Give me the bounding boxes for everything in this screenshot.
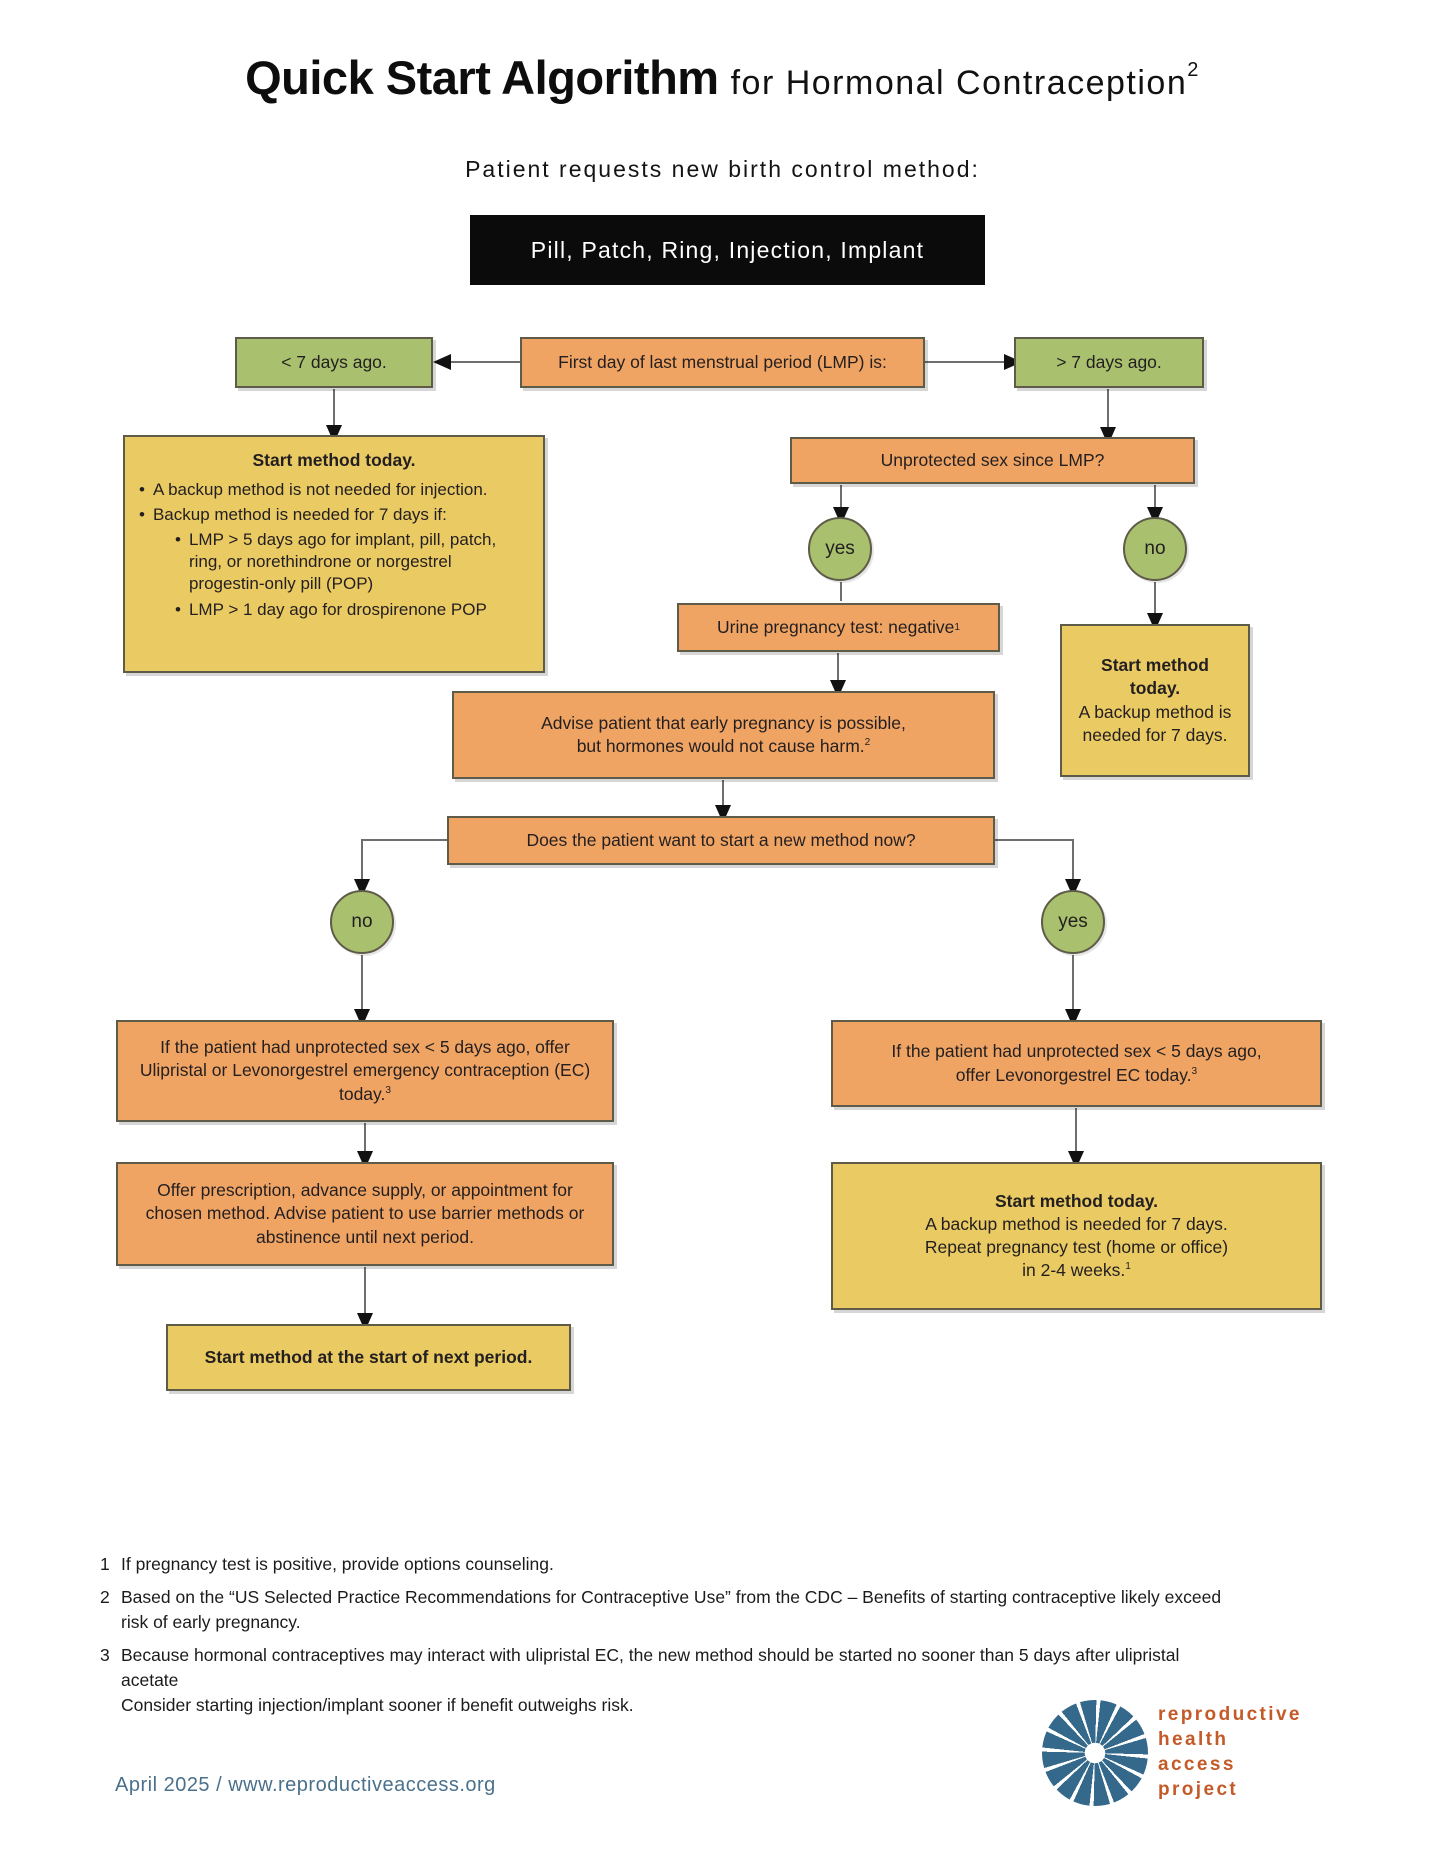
footnote-number: 3 <box>100 1645 110 1665</box>
decision-no-1: no <box>1123 517 1187 581</box>
node-lmp-question: First day of last menstrual period (LMP) is: <box>520 337 925 388</box>
subtitle: Patient requests new birth control method: <box>465 156 980 182</box>
decision-no-2: no <box>330 890 394 954</box>
node-new-method-question: Does the patient want to start a new method now? <box>447 816 995 865</box>
bullet-text: A backup method is not needed for injection. <box>152 480 488 500</box>
node-ec-offer-right <box>831 1020 1322 1107</box>
node-body: A backup method is needed for 7 days. <box>1078 701 1232 745</box>
bullet-text: LMP > 5 days ago for implant, pill, patch, ring, or norethindrone or norgestrel progestin-only pill (POP) <box>188 530 497 594</box>
bullet-text: LMP > 1 day ago for drospirenone POP <box>188 599 487 619</box>
sub-bullet-item <box>139 529 529 595</box>
node-urine-test: Urine pregnancy test: negative 1 <box>677 603 1000 652</box>
sub-bullet-item <box>139 599 529 621</box>
node-line: A backup method is needed for 7 days. <box>925 1213 1228 1234</box>
bullet-icon: • <box>175 530 181 550</box>
footnote-number: 2 <box>100 1587 110 1607</box>
node-line <box>1022 1259 1131 1282</box>
bullet-icon: • <box>139 505 145 525</box>
node-ec-offer-left <box>116 1020 614 1122</box>
node-line: Repeat pregnancy test (home or office) <box>924 1237 1229 1257</box>
node-lmp-less-7-days: < 7 days ago. <box>235 337 433 388</box>
rhap-logo-wordmark <box>1158 1702 1302 1802</box>
bullet-text: Backup method is needed for 7 days if: <box>152 505 447 525</box>
node-methods: Pill, Patch, Ring, Injection, Implant <box>470 215 985 285</box>
node-urine-test-text: Urine pregnancy test: negative <box>716 616 955 637</box>
node-advise-early-pregnancy <box>452 691 995 779</box>
node-line <box>577 735 871 758</box>
bullet-icon: • <box>175 599 181 619</box>
footnote-ref-3: 3 <box>1191 1065 1198 1077</box>
footnote-2 <box>100 1585 1380 1635</box>
node-heading: Start method today. <box>1101 655 1209 699</box>
footer-date-url: April 2025 / www.reproductiveaccess.org <box>115 1774 496 1796</box>
logo-word: reproductive <box>1158 1704 1302 1725</box>
node-start-method-today-small <box>1060 624 1250 777</box>
node-line <box>956 1064 1197 1087</box>
logo-word: health <box>1158 1729 1229 1750</box>
footnote-line: Because hormonal contraceptives may interact with ulipristal EC, the new method should be started no sooner than 5 days after ulipristal acetate <box>121 1645 1180 1690</box>
node-start-method-today-right <box>831 1162 1322 1310</box>
footnote-ref-3: 3 <box>385 1084 391 1096</box>
footnote-1 <box>100 1552 1380 1577</box>
footnote-text: If pregnancy test is positive, provide options counseling. <box>121 1554 554 1574</box>
node-text-body: If the patient had unprotected sex < 5 days ago, offer Ulipristal or Levonorgestrel emergency contraception (EC) today. <box>139 1037 591 1104</box>
decision-yes-1: yes <box>808 517 872 581</box>
node-offer-prescription: Offer prescription, advance supply, or appointment for chosen method. Advise patient to use barrier methods or abstinence until next period. <box>116 1162 614 1266</box>
title-superscript: 2 <box>1187 59 1200 81</box>
bullet-icon: • <box>139 480 145 500</box>
node-line-text: offer Levonorgestrel EC today. <box>955 1064 1192 1085</box>
footnote-line: Consider starting injection/implant sooner if benefit outweighs risk. <box>121 1695 634 1715</box>
node-lmp-more-7-days: > 7 days ago. <box>1014 337 1204 388</box>
footnote-ref-1: 1 <box>1125 1261 1131 1273</box>
bullet-item <box>139 504 529 526</box>
footnotes <box>100 1552 1380 1726</box>
logo-word: project <box>1158 1779 1239 1800</box>
node-unprotected-sex-question: Unprotected sex since LMP? <box>790 437 1195 484</box>
page-title-bold: Quick Start Algorithm <box>245 51 719 104</box>
rhap-pinwheel-logo-icon <box>1042 1700 1148 1806</box>
page-title-regular-text: for Hormonal Contraception <box>730 64 1188 102</box>
node-line-text: in 2-4 weeks. <box>1022 1260 1126 1281</box>
bullet-item <box>139 479 529 501</box>
node-start-next-period: Start method at the start of next period. <box>166 1324 571 1391</box>
node-line: Advise patient that early pregnancy is possible, <box>541 712 906 733</box>
footnote-text: Based on the “US Selected Practice Recommendations for Contraceptive Use” from the CDC – Benefits of starting contraceptive likely exceed risk of early pregnancy. <box>121 1587 1222 1632</box>
decision-yes-2: yes <box>1041 890 1105 954</box>
node-line-text: but hormones would not cause harm. <box>576 736 865 756</box>
node-heading: Start method today. <box>252 450 416 470</box>
footnote-ref-2: 2 <box>864 737 871 749</box>
footnote-text <box>121 1643 1231 1718</box>
node-heading: Start method today. <box>994 1190 1159 1211</box>
footnote-number: 1 <box>100 1554 110 1574</box>
node-text <box>130 1036 600 1105</box>
node-line: If the patient had unprotected sex < 5 days ago, <box>891 1041 1262 1062</box>
node-start-method-today-left <box>123 435 545 673</box>
logo-word: access <box>1158 1754 1236 1775</box>
